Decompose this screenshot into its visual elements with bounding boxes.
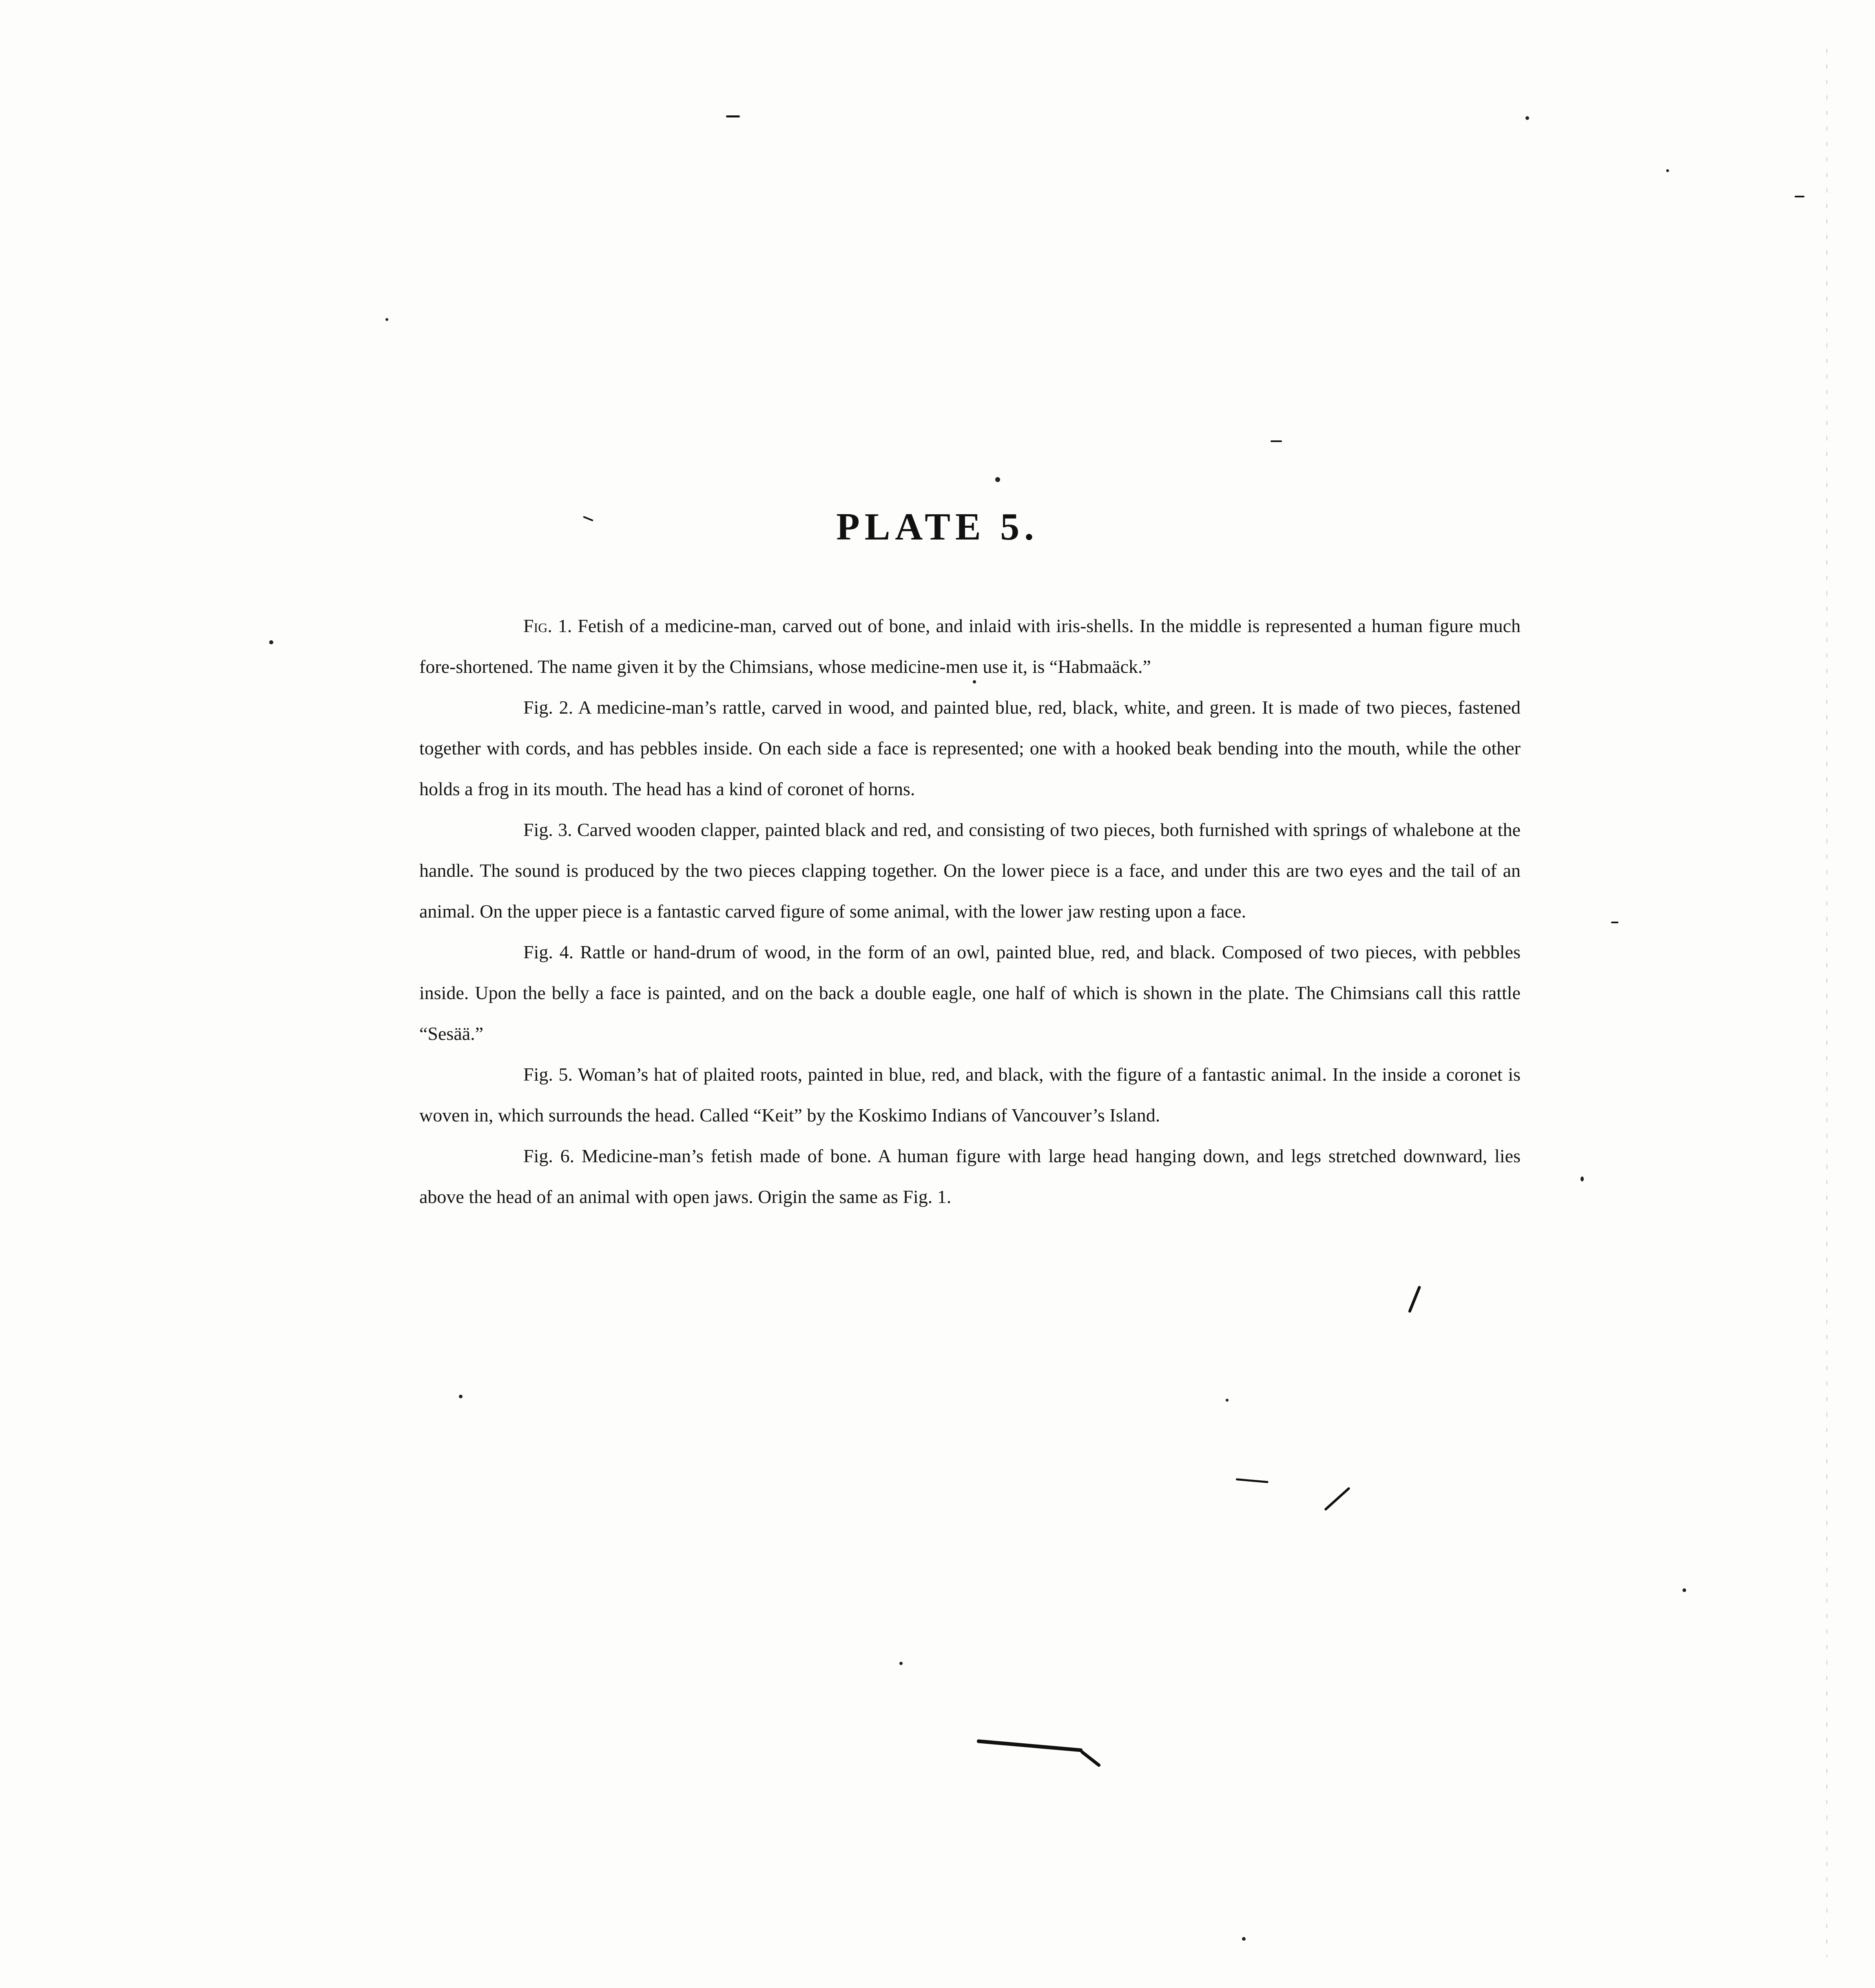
figure-3-text: Carved wooden clapper, painted black and red, and consisting of two pieces, both furnished with springs of whalebone at the handle. The sound is produced by the two pieces clapping together. On the lower piece is a face, and under this are two eyes and the tail of an animal. On the upper piece is a fantastic carved figure of some animal, with the lower jaw resting upon a face. bbox=[419, 819, 1521, 922]
scan-scratch bbox=[1795, 196, 1804, 197]
scan-speck bbox=[1525, 116, 1529, 120]
scan-speck bbox=[459, 1395, 463, 1398]
scan-scratch bbox=[1236, 1478, 1268, 1483]
figure-3-paragraph bbox=[419, 809, 1521, 932]
figure-4-label: Fig. 4. bbox=[523, 942, 574, 962]
figure-6-label: Fig. 6. bbox=[523, 1145, 575, 1166]
figure-1-label: Fig. 1. bbox=[523, 615, 572, 636]
figure-2-text: A medicine-man’s rattle, carved in wood, and painted blue, red, black, white, and green. It is made of two pieces, fastened together with cords, and has pebbles inside. On each side a face is represented; one with a hooked beak bending into the mouth, while the other holds a frog in its mouth. The head has a kind of coronet of horns. bbox=[419, 697, 1521, 799]
scan-scratch bbox=[726, 115, 740, 117]
figure-4-text: Rattle or hand-drum of wood, in the form of an owl, painted blue, red, and black. Composed of two pieces, with pebbles inside. Upon the belly a face is painted, and on the back a double eagle, one half of which is shown in the plate. The Chimsians call this rattle “Sesää.” bbox=[419, 942, 1521, 1044]
page-edge-mark bbox=[1826, 49, 1827, 1957]
scan-speck bbox=[1226, 1399, 1229, 1402]
scan-scratch bbox=[1611, 922, 1618, 923]
scan-speck bbox=[1666, 169, 1669, 172]
scan-speck bbox=[269, 640, 273, 644]
figure-2-paragraph bbox=[419, 687, 1521, 809]
scan-scratch bbox=[977, 1739, 1083, 1752]
figure-4-paragraph bbox=[419, 932, 1521, 1054]
scan-speck bbox=[899, 1662, 903, 1665]
scan-scratch bbox=[1271, 440, 1282, 442]
figure-3-label: Fig. 3. bbox=[523, 819, 572, 840]
scan-speck bbox=[1581, 1176, 1584, 1181]
scan-scratch bbox=[1080, 1750, 1101, 1767]
figure-5-label: Fig. 5. bbox=[523, 1064, 573, 1085]
figure-descriptions bbox=[419, 606, 1521, 1217]
scan-speck bbox=[1242, 1937, 1246, 1941]
scan-speck bbox=[995, 477, 1000, 482]
scan-speck bbox=[385, 318, 388, 321]
plate-title: PLATE 5. bbox=[836, 506, 1039, 548]
figure-6-paragraph bbox=[419, 1136, 1521, 1217]
figure-5-paragraph bbox=[419, 1054, 1521, 1136]
figure-1-paragraph bbox=[419, 606, 1521, 687]
scan-speck bbox=[973, 680, 976, 683]
figure-6-text: Medicine-man’s fetish made of bone. A human figure with large head hanging down, and legs stretched downward, lies above the head of an animal with open jaws. Origin the same as Fig. 1. bbox=[419, 1145, 1521, 1207]
scan-speck bbox=[1682, 1588, 1686, 1592]
figure-5-text: Woman’s hat of plaited roots, painted in blue, red, and black, with the figure of a fantastic animal. In the inside a coronet is woven in, which surrounds the head. Called “Keit” by the Koskimo Indians of Vancouver’s Island. bbox=[419, 1064, 1521, 1126]
scan-scratch bbox=[1324, 1487, 1350, 1511]
scan-scratch bbox=[1408, 1285, 1421, 1313]
figure-2-label: Fig. 2. bbox=[523, 697, 573, 718]
figure-1-text: Fetish of a medicine-man, carved out of bone, and inlaid with iris-shells. In the middle is represented a human figure much fore-shortened. The name given it by the Chimsians, whose medicine-men use it, is “Habmaäck.” bbox=[419, 615, 1521, 677]
